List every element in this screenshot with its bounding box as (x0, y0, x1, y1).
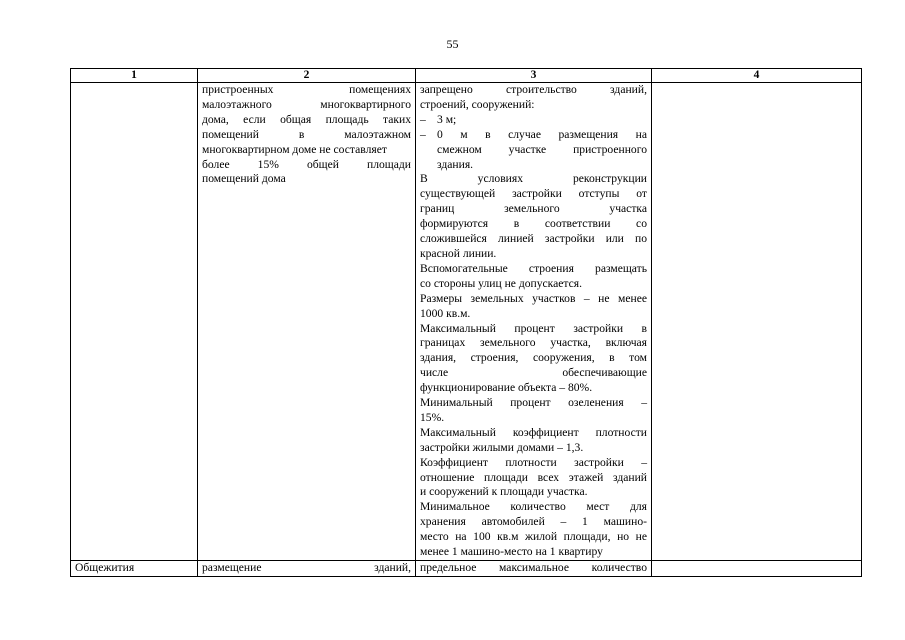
row1-col3 (416, 83, 652, 561)
header-col-4: 4 (652, 69, 862, 83)
list-item (420, 113, 647, 128)
text-line: 0 м в случае размещения на (437, 127, 647, 141)
text-line: Минимальный процент озеленения – (420, 396, 647, 410)
text-line: В условиях реконструкции (420, 172, 647, 186)
text-line: существующей застройки отступы от (420, 187, 647, 201)
text-line: размещение зданий, (202, 561, 411, 574)
text-line: строений, сооружений: (420, 97, 535, 111)
text-line: границ земельного участка (420, 202, 647, 216)
text-line: красной линии. (420, 246, 497, 260)
text-line: границах земельного участка, включая (420, 336, 647, 350)
table-header-row (71, 69, 862, 83)
text-line: запрещено строительство зданий, (420, 83, 647, 96)
text-line: 1000 кв.м. (420, 306, 471, 320)
dash-marker: – (420, 112, 426, 126)
row2-col1: Общежития (71, 561, 198, 577)
text-line: пристроенных помещениях (202, 83, 411, 96)
text-line: формируются в соответствии со (420, 217, 647, 231)
text-line: место на 100 кв.м жилой площади, но не (420, 530, 647, 544)
text-line: функционирование объекта – 80%. (420, 381, 593, 395)
list-item (420, 128, 647, 173)
text-line: 3 м; (437, 112, 457, 126)
row2-col2 (198, 561, 416, 577)
text-line: 15%. (420, 410, 445, 424)
header-col-2: 2 (198, 69, 416, 83)
text-line: числе обеспечивающие (420, 366, 647, 380)
text-line: Максимальный коэффициент плотности (420, 425, 647, 439)
text-line: хранения автомобилей – 1 машино- (420, 515, 647, 529)
text-line: менее 1 машино-место на 1 квартиру (420, 545, 603, 559)
text-line: застройки жилыми домами – 1,3. (420, 440, 584, 454)
text-line: здания. (437, 157, 474, 171)
text-line: Вспомогательные строения размещать (420, 261, 647, 275)
row1-col4 (652, 83, 862, 561)
text-line: помещений дома (202, 172, 286, 186)
table-row (71, 561, 862, 577)
text-line: Размеры земельных участков – не менее (420, 291, 647, 305)
row2-col4 (652, 561, 862, 577)
text-line: Максимальный процент застройки в (420, 321, 647, 335)
text-line: со стороны улиц не допускается. (420, 276, 582, 290)
table-row (71, 83, 862, 561)
text-line: более 15% общей площади (202, 157, 411, 171)
text-line: здания, строения, сооружения, в том (420, 351, 647, 365)
text-line: малоэтажного многоквартирного (202, 97, 411, 111)
dash-marker: – (420, 127, 426, 141)
text-line: сложившейся линией застройки или по (420, 232, 647, 246)
text-line: многоквартирном доме не составляет (202, 142, 387, 156)
header-col-3: 3 (416, 69, 652, 83)
header-col-1: 1 (71, 69, 198, 83)
text-line: дома, если общая площадь таких (202, 112, 411, 126)
text-line: Коэффициент плотности застройки – (420, 455, 647, 469)
text-line: предельное максимальное количество (420, 561, 647, 574)
text-line: Минимальное количество мест для (420, 500, 647, 514)
regulations-table (70, 68, 862, 577)
text-line: отношение площади всех этажей зданий (420, 470, 647, 484)
text-line: помещений в малоэтажном (202, 127, 411, 141)
text-line: смежном участке пристроенного (437, 142, 647, 156)
row1-col1 (71, 83, 198, 561)
row2-col3 (416, 561, 652, 577)
row1-col2 (198, 83, 416, 561)
page-number: 55 (446, 37, 459, 51)
text-line: и сооружений к площади участка. (420, 485, 588, 499)
